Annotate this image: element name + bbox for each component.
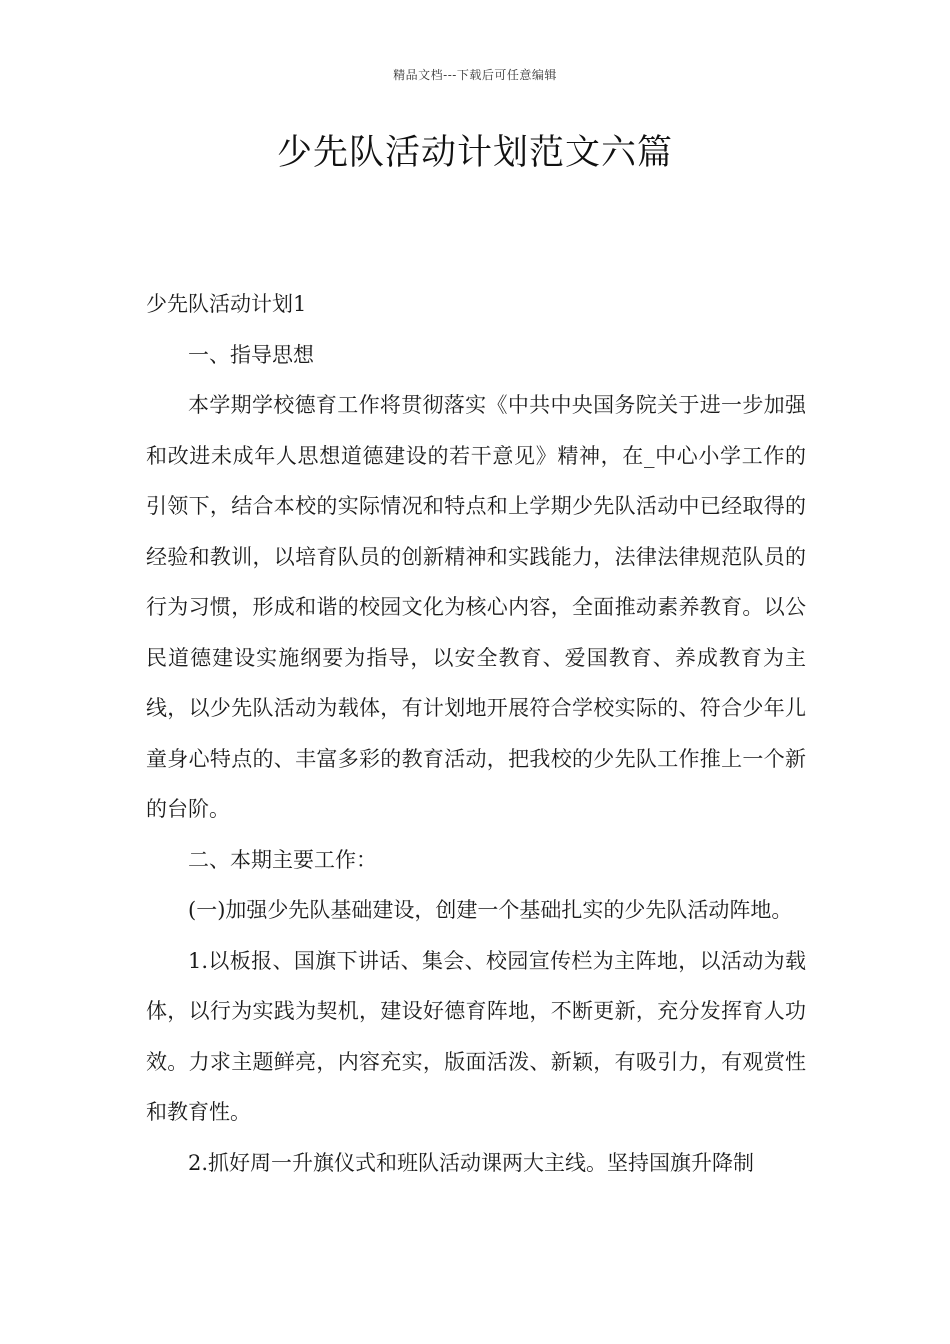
paragraph-heading-guiding-thought: 一、指导思想	[188, 342, 314, 367]
document-body	[146, 279, 806, 1188]
paragraph-guiding-thought: 本学期学校德育工作将贯彻落实《中共中央国务院关于进一步加强和改进未成年人思想道德建设的若干意见》精神，在_中心小学工作的引领下，结合本校的实际情况和特点和上学期少先队活动中已经取得的经验和教训，以培育队员的创新精神和实践能力，法律法律规范队员的行为习惯，形成和谐的校园文化为核心内容，全面推动素养教育。以公民道德建设实施纲要为指导，以安全教育、爱国教育、养成教育为主线，以少先队活动为载体，有计划地开展符合学校实际的、符合少年儿童身心特点的、丰富多彩的教育活动，把我校的少先队工作推上一个新的台阶。	[146, 393, 806, 821]
section-title: 少先队活动计划1	[146, 292, 307, 316]
paragraph-item-1: 1.以板报、国旗下讲话、集会、校园宣传栏为主阵地，以活动为载体，以行为实践为契机，建设好德育阵地，不断更新，充分发挥育人功效。力求主题鲜亮，内容充实，版面活泼、新颖，有吸引力，有观赏性和教育性。	[146, 948, 806, 1124]
document-title: 少先队活动计划范文六篇	[276, 133, 673, 173]
paragraph-heading-main-work: 二、本期主要工作：	[188, 847, 377, 872]
header-note: 精品文档---下载后可任意编辑	[393, 68, 557, 82]
paragraph-item-2: 2.抓好周一升旗仪式和班队活动课两大主线。坚持国旗升降制	[188, 1150, 755, 1175]
paragraph-subheading-1: (一)加强少先队基础建设，创建一个基础扎实的少先队活动阵地。	[188, 898, 793, 922]
